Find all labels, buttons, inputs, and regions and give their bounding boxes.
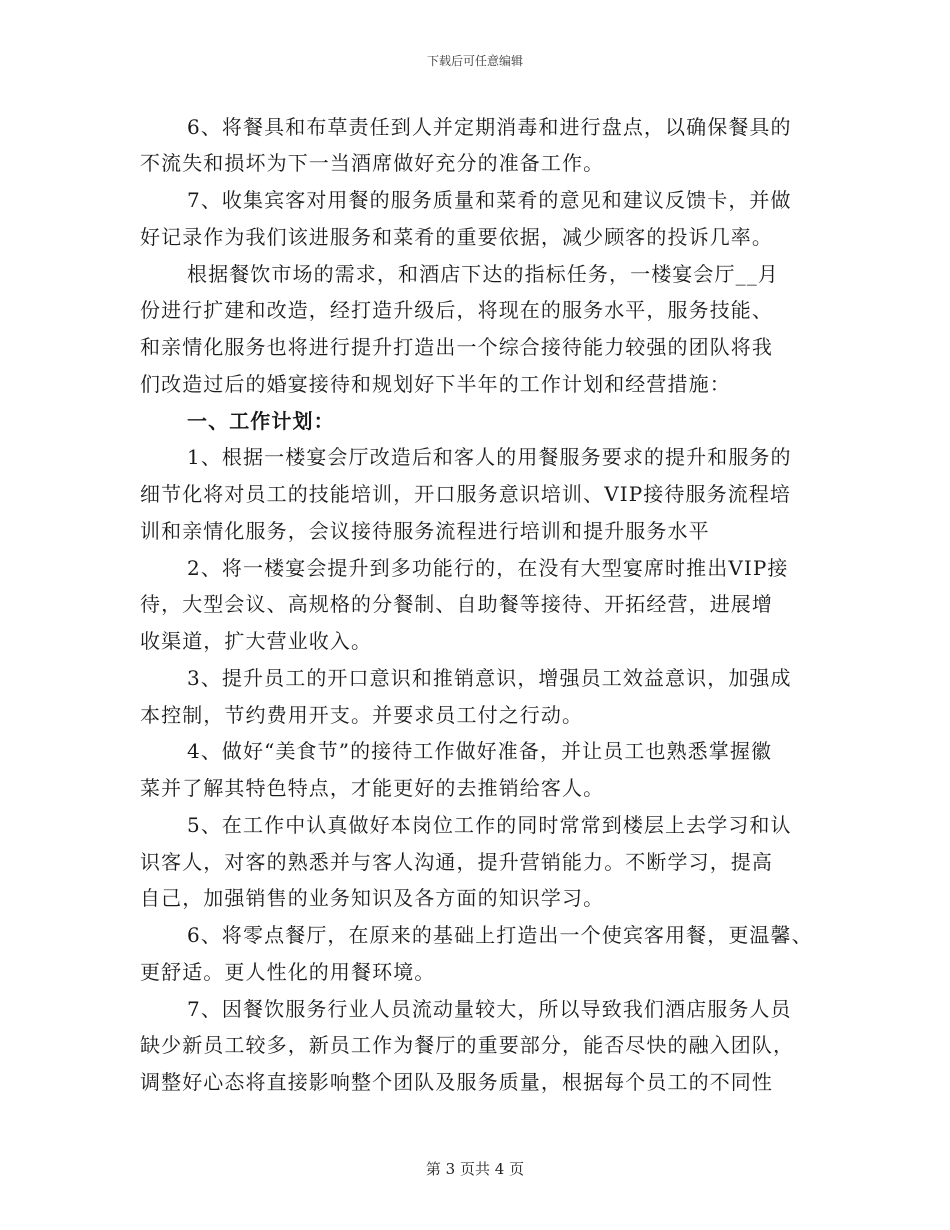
body-line: 6、将餐具和布草责任到人并定期消毒和进行盘点，以确保餐具的 <box>187 115 792 139</box>
body-line: 们改造过后的婚宴接待和规划好下半年的工作计划和经营措施： <box>140 372 731 396</box>
body-line: 份进行扩建和改造，经打造升级后，将现在的服务水平，服务技能、 <box>140 298 773 322</box>
body-line: 7、收集宾客对用餐的服务质量和菜肴的意见和建议反馈卡，并做 <box>187 188 792 212</box>
body-line: 7、因餐饮服务行业人员流动量较大，所以导致我们酒店服务人员 <box>187 997 792 1021</box>
body-line: 调整好心态将直接影响整个团队及服务质量，根据每个员工的不同性 <box>140 1070 773 1094</box>
page-header: 下载后可任意编辑 <box>426 54 523 68</box>
body-line: 1、根据一楼宴会厅改造后和客人的用餐服务要求的提升和服务的 <box>187 445 792 469</box>
page-number-footer: 第 3 页共 4 页 <box>425 1160 525 1178</box>
body-line: 3、提升员工的开口意识和推销意识，增强员工效益意识，加强成 <box>187 666 792 690</box>
body-line: 训和亲情化服务，会议接待服务流程进行培训和提升服务水平 <box>140 519 710 543</box>
body-line: 识客人，对客的熟悉并与客人沟通，提升营销能力。不断学习，提高 <box>140 850 773 874</box>
body-line: 细节化将对员工的技能培训，开口服务意识培训、VIP接待服务流程培 <box>140 482 792 506</box>
body-line: 更舒适。更人性化的用餐环境。 <box>140 960 436 984</box>
body-line: 2、将一楼宴会提升到多功能行的，在没有大型宴席时推出VIP接 <box>187 556 789 580</box>
body-line: 自己，加强销售的业务知识及各方面的知识学习。 <box>140 886 605 910</box>
body-line: 6、将零点餐厅，在原来的基础上打造出一个使宾客用餐，更温馨、 <box>187 923 813 947</box>
body-line: 缺少新员工较多，新员工作为餐厅的重要部分，能否尽快的融入团队， <box>140 1033 795 1057</box>
body-line: 本控制，节约费用开支。并要求员工付之行动。 <box>140 703 584 727</box>
body-line: 5、在工作中认真做好本岗位工作的同时常常到楼层上去学习和认 <box>187 813 792 837</box>
body-line: 4、做好“美食节”的接待工作做好准备，并让员工也熟悉掌握徽 <box>187 739 773 763</box>
body-line: 不流失和损坏为下一当酒席做好充分的准备工作。 <box>140 151 605 175</box>
body-line: 好记录作为我们该进服务和菜肴的重要依据，减少顾客的投诉几率。 <box>140 225 773 249</box>
body-line: 待，大型会议、高规格的分餐制、自助餐等接待、开拓经营，进展增 <box>140 592 773 616</box>
section-heading: 一、工作计划： <box>187 409 335 433</box>
body-line: 收渠道，扩大营业收入。 <box>140 629 373 653</box>
body-line: 菜并了解其特色特点，才能更好的去推销给客人。 <box>140 776 605 800</box>
body-line: 根据餐饮市场的需求，和酒店下达的指标任务，一楼宴会厅__月 <box>187 262 779 286</box>
body-line: 和亲情化服务也将进行提升打造出一个综合接待能力较强的团队将我 <box>140 335 773 359</box>
